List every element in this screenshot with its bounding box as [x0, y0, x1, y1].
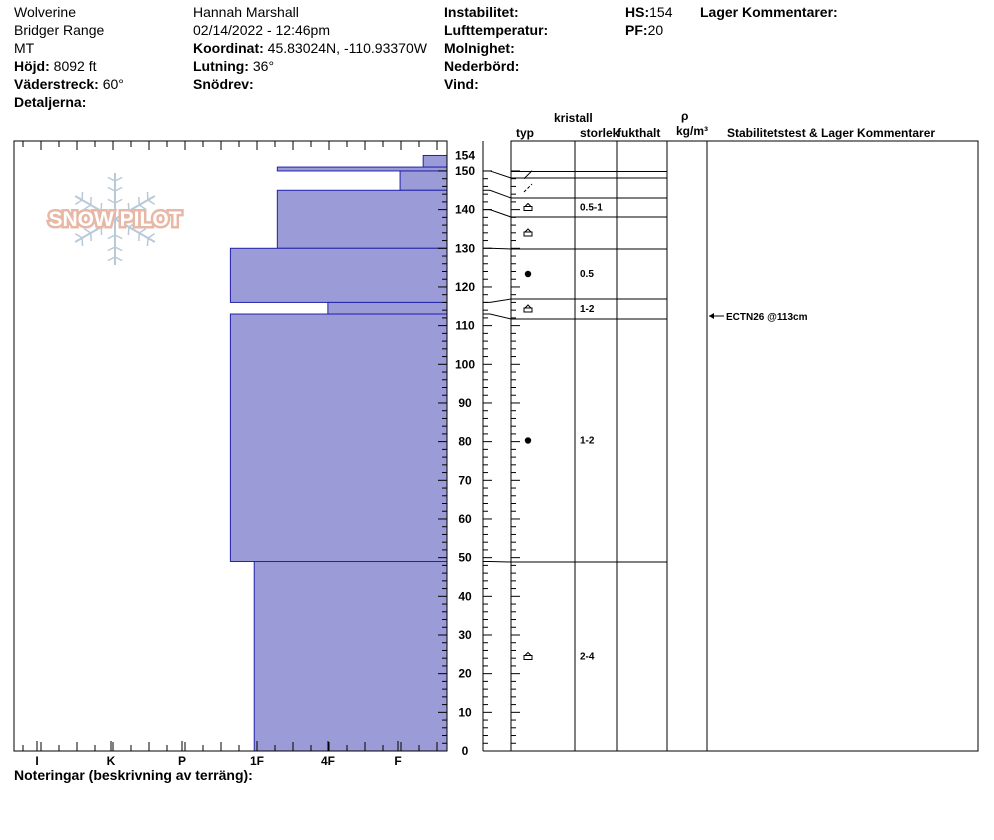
hardness-label: 1F — [249, 754, 265, 768]
drift-label: Snödrev: — [193, 76, 254, 92]
rounded-grain-icon — [525, 437, 531, 443]
hardness-label: I — [35, 754, 39, 768]
y-tick-label: 120 — [454, 279, 476, 294]
crystal-symbol — [524, 204, 532, 211]
y-tick-label: 40 — [458, 589, 472, 604]
y-tick-label: 90 — [458, 395, 472, 410]
airtemp-label: Lufttemperatur: — [444, 22, 549, 38]
y-tick-label: 10 — [458, 705, 472, 720]
elevation-value: 8092 ft — [53, 58, 97, 74]
logo-text: SNOW PILOT — [48, 208, 182, 231]
slope-label: Lutning: — [193, 58, 249, 74]
moisture-header: fukthalt — [617, 126, 661, 140]
hardness-bar — [230, 314, 447, 561]
faceted-crystal-icon — [524, 204, 532, 211]
grain-size-label: 2-4 — [580, 651, 595, 663]
hardness-bar — [423, 155, 447, 167]
instability-label: Instabilitet: — [444, 4, 519, 20]
location: Wolverine — [14, 4, 76, 20]
y-tick-label: 50 — [458, 550, 472, 565]
elevation-label: Höjd: — [14, 58, 50, 74]
hs-value: 154 — [649, 4, 673, 20]
y-tick-label: 80 — [458, 434, 472, 449]
wind-label: Vind: — [444, 76, 479, 92]
pf-label: PF: — [625, 22, 648, 38]
depth-connector — [483, 171, 511, 178]
hardness-bar — [328, 302, 447, 314]
crystal-header: kristall — [554, 111, 593, 125]
rho-header: ρ — [681, 109, 689, 123]
coord-value: 45.83024N, -110.93370W — [267, 40, 427, 56]
datetime: 02/14/2022 - 12:46pm — [193, 22, 330, 38]
aspect-label: Väderstreck: — [14, 76, 99, 92]
hardness-bar — [400, 171, 447, 190]
cloud-label: Molnighet: — [444, 40, 515, 56]
grain-size-label: 1-2 — [580, 304, 595, 315]
range: Bridger Range — [14, 22, 105, 38]
stability-header: Stabilitetstest & Lager Kommentarer — [727, 126, 936, 140]
y-tick-label: 60 — [458, 511, 472, 526]
crystal-symbol — [524, 184, 532, 192]
decomposed-icon — [524, 184, 532, 192]
coord-label: Koordinat: — [193, 40, 264, 56]
hardness-label: 4F — [320, 754, 336, 768]
stability-arrowhead — [709, 313, 714, 319]
y-tick-label: 154 — [454, 148, 476, 163]
aspect-value: 60° — [102, 76, 124, 92]
hardness-label: K — [106, 754, 116, 768]
depth-connector — [483, 210, 511, 217]
details-label: Detaljerna: — [14, 94, 87, 110]
observer: Hannah Marshall — [193, 4, 299, 20]
state: MT — [14, 40, 35, 56]
precip-label: Nederbörd: — [444, 58, 520, 74]
slope-value: 36° — [252, 58, 275, 74]
crystal-symbol — [524, 305, 532, 312]
stability-test-label: ECTN26 @113cm — [726, 312, 808, 323]
notes-label: Noteringar (beskrivning av terräng): — [14, 767, 253, 783]
hardness-bar — [277, 167, 447, 171]
y-tick-label: 20 — [458, 666, 472, 681]
crystal-symbol — [524, 229, 532, 236]
hs-label: HS: — [625, 4, 650, 20]
pf-value: 20 — [647, 22, 664, 38]
layer-comments-label: Lager Kommentarer: — [700, 4, 838, 20]
y-tick-label: 100 — [454, 357, 476, 372]
grain-size-label: 0.5 — [580, 269, 594, 280]
grain-size-label: 1-2 — [580, 435, 595, 447]
rounded-grain-icon — [525, 271, 531, 277]
hardness-bar — [277, 190, 447, 248]
y-tick-label: 30 — [458, 627, 472, 642]
depth-connector — [483, 299, 511, 302]
faceted-crystal-icon — [524, 229, 532, 236]
depth-connector — [483, 248, 511, 249]
y-tick-label: 140 — [454, 202, 476, 217]
crystal-symbol — [525, 437, 531, 443]
type-header: typ — [516, 126, 534, 140]
y-tick-label: 110 — [455, 318, 475, 333]
grain-size-label: 0.5-1 — [580, 202, 603, 214]
faceted-crystal-icon — [524, 653, 532, 660]
hardness-bar — [230, 248, 447, 302]
hardness-label: F — [394, 754, 402, 768]
hardness-label: P — [177, 754, 187, 768]
crystal-symbol — [525, 271, 531, 277]
crystal-symbol — [524, 653, 532, 660]
y-tick-label: 70 — [458, 473, 472, 488]
size-header: storlek — [580, 126, 620, 140]
y-tick-label: 150 — [454, 163, 476, 178]
hardness-bar — [254, 562, 447, 751]
density-unit-header: kg/m³ — [676, 124, 709, 138]
y-tick-label: 0 — [461, 744, 469, 758]
faceted-crystal-icon — [524, 305, 532, 312]
y-tick-label: 130 — [454, 241, 476, 256]
